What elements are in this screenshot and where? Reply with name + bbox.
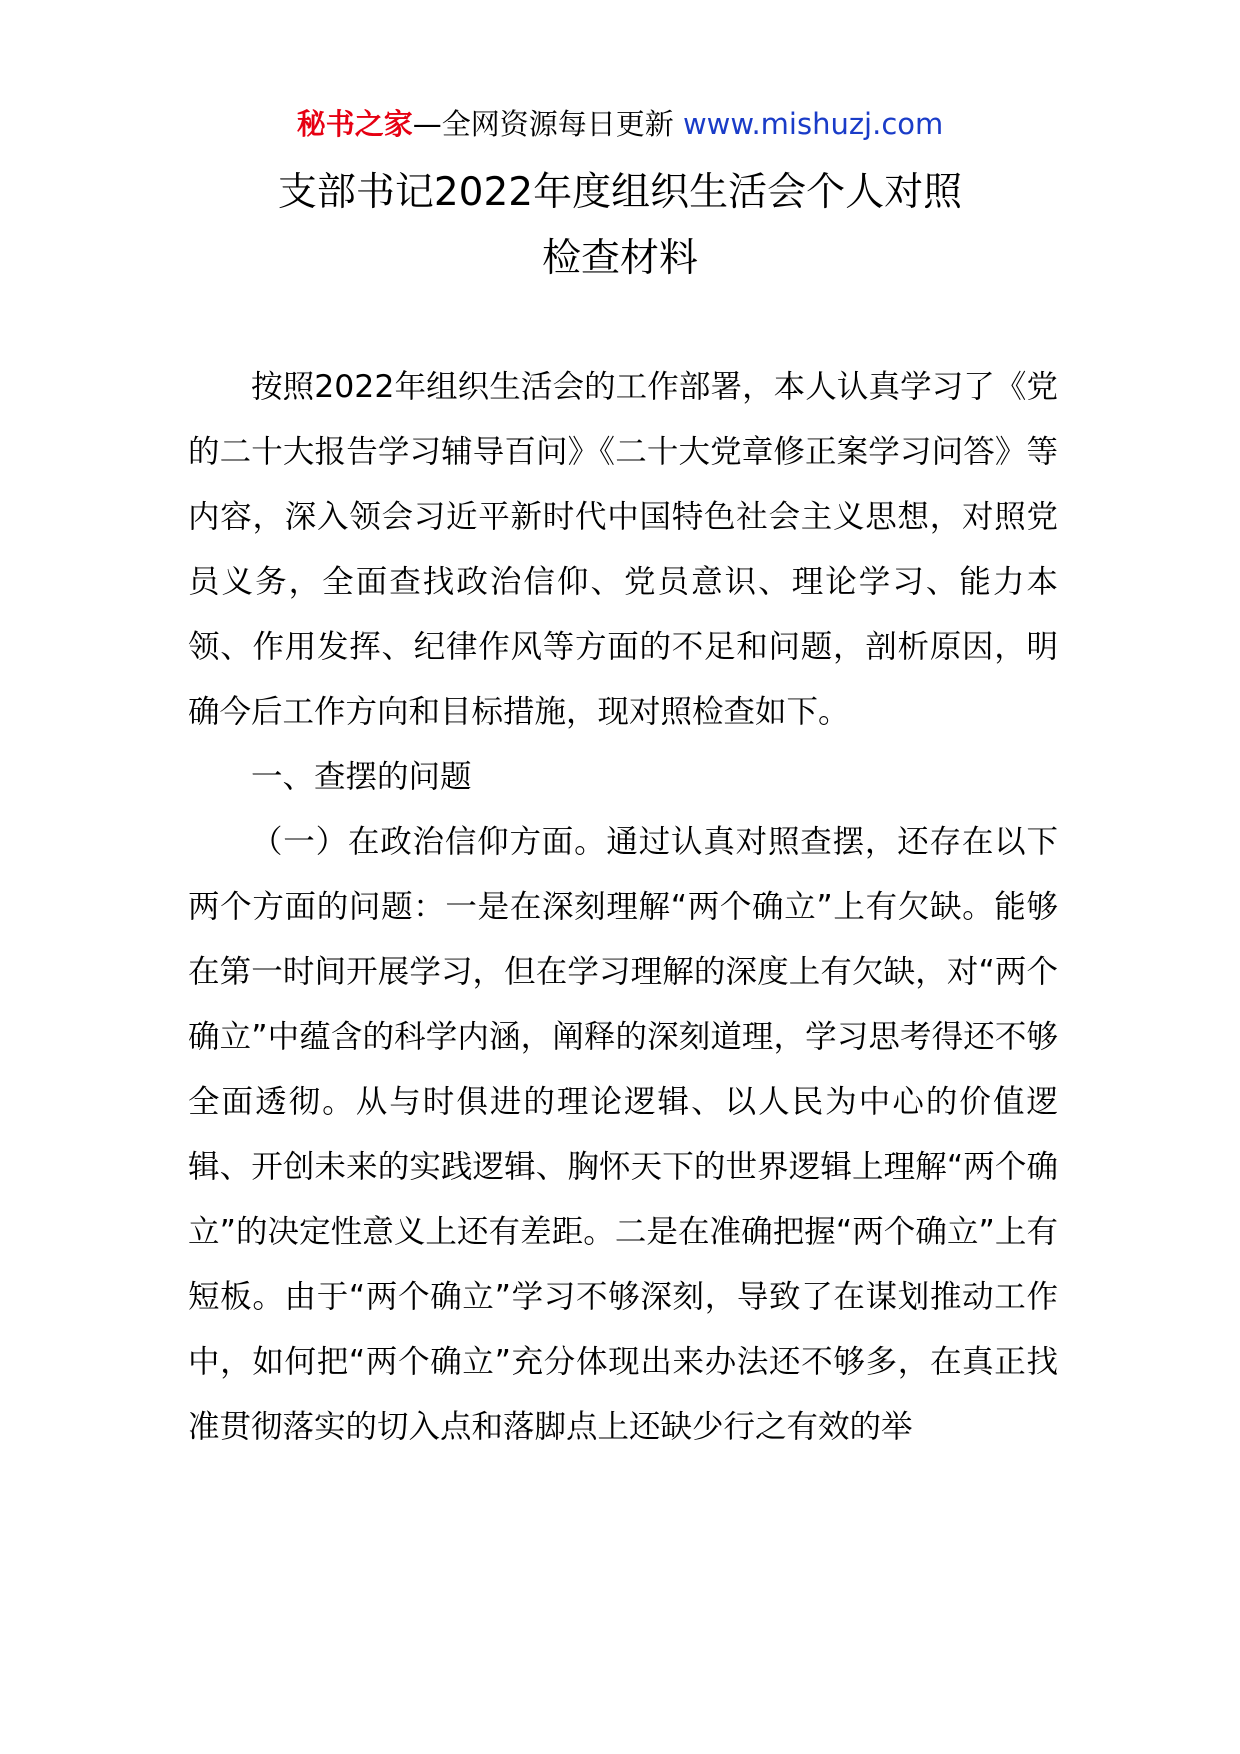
title-line-1: 支部书记2022年度组织生活会个人对照 [277, 170, 963, 215]
header-tagline: —全网资源每日更新 [412, 107, 674, 141]
document-body [188, 355, 1058, 1460]
title-line-2: 检查材料 [541, 236, 698, 281]
site-url-link[interactable]: www.mishuzj.com [682, 107, 944, 141]
site-header [0, 100, 1240, 148]
section-heading: 一、查摆的问题 [251, 759, 472, 795]
section-item-paragraph: （一）在政治信仰方面。通过认真对照查摆，还存在以下两个方面的问题：一是在深刻理解“两个确立”上有欠缺。能够在第一时间开展学习，但在学习理解的深度上有欠缺，对“两个确立”中蕴含的科学内涵，阐释的深刻道理，学习思考得还不够全面透彻。从与时俱进的理论逻辑、以人民为中心的价值逻辑、开创未来的实践逻辑、胸怀天下的世界逻辑上理解“两个确立”的决定性意义上还有差距。二是在准确把握“两个确立”上有短板。由于“两个确立”学习不够深刻，导致了在谋划推动工作中，如何把“两个确立”充分体现出来办法还不够多，在真正找准贯彻落实的切入点和落脚点上还缺少行之有效的举 [188, 824, 1058, 1445]
document-title [0, 160, 1240, 292]
brand-name: 秘书之家 [296, 107, 413, 141]
intro-paragraph: 按照2022年组织生活会的工作部署，本人认真学习了《党的二十大报告学习辅导百问》《二十大党章修正案学习问答》等内容，深入领会习近平新时代中国特色社会主义思想，对照党员义务，全面查找政治信仰、党员意识、理论学习、能力本领、作用发挥、纪律作风等方面的不足和问题，剖析原因，明确今后工作方向和目标措施，现对照检查如下。 [188, 369, 1058, 730]
